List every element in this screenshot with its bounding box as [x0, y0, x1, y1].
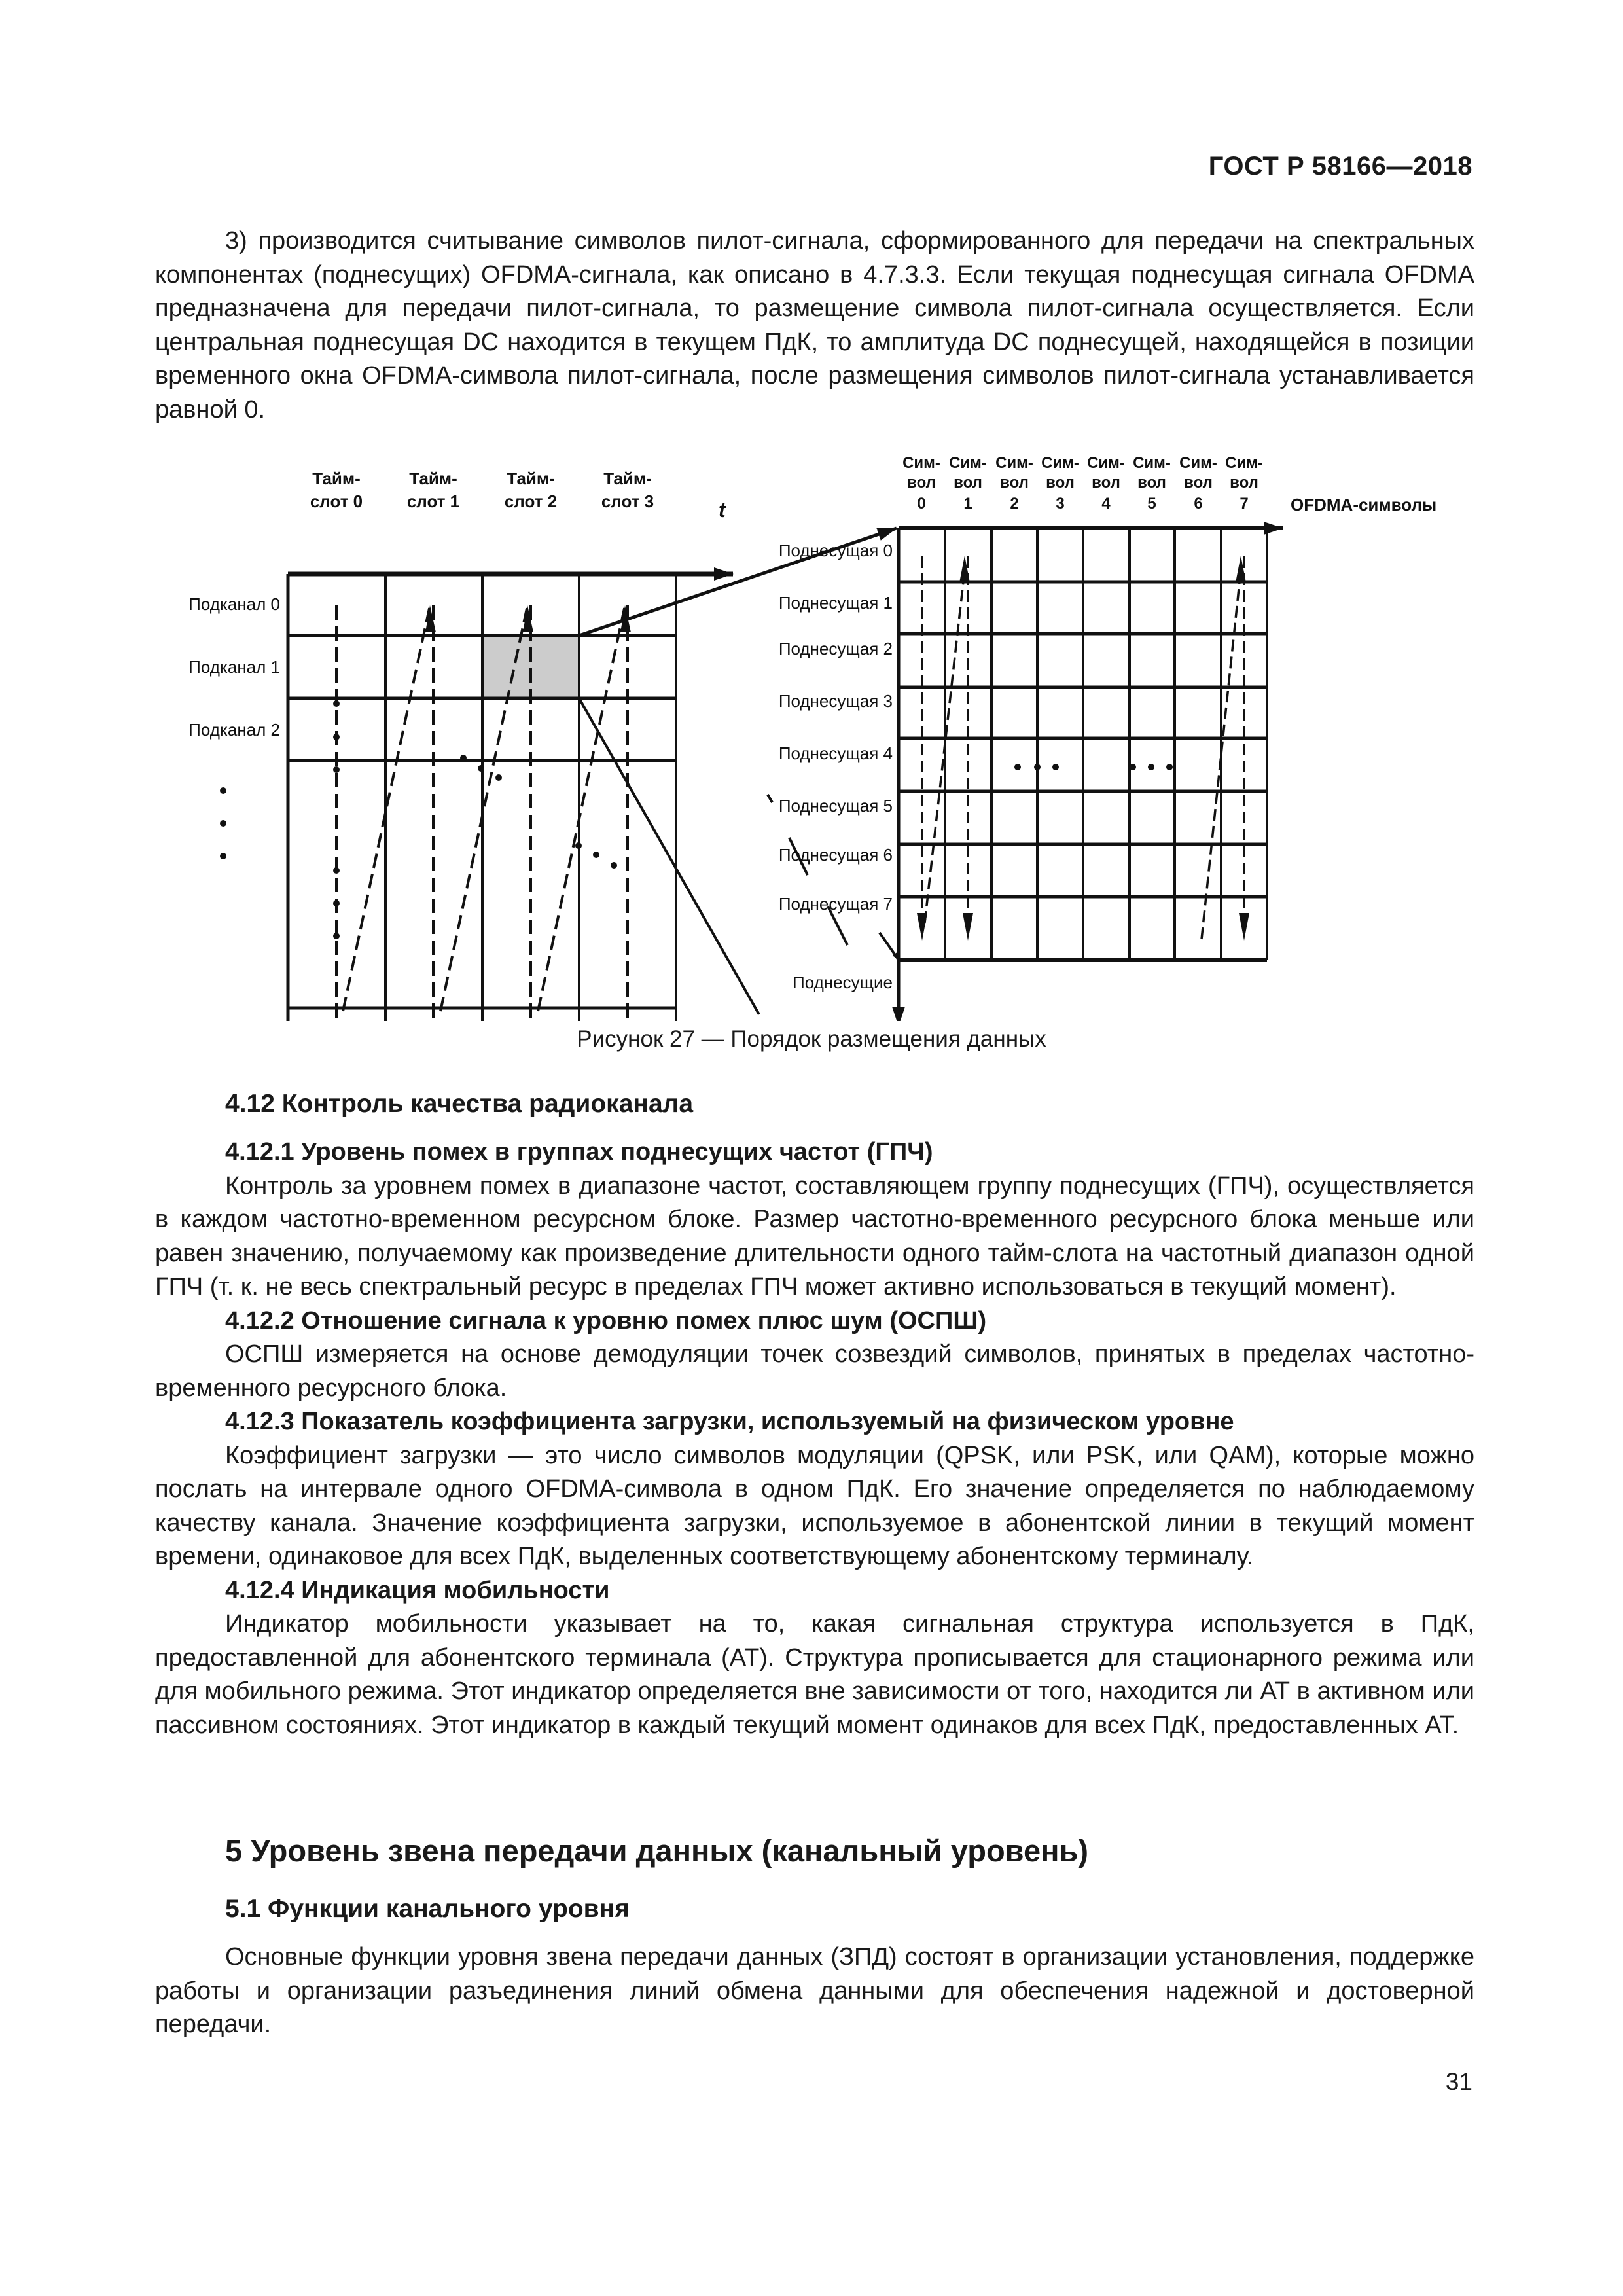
subchannel-0-label: Подканал 0 [188, 594, 280, 614]
symbol-1-label-line1: Сим- [949, 454, 987, 472]
symbol-6-label-line1: Сим- [1179, 454, 1217, 472]
symbol-7-label-line3: 7 [1240, 495, 1249, 512]
subcarrier-6-label: Поднесущая 6 [778, 845, 893, 865]
section-4-12-4-heading: 4.12.4 Индикация мобильности [225, 1576, 610, 1604]
symbol-3-label-line1: Сим- [1041, 454, 1079, 472]
subcarrier-3-label: Поднесущая 3 [778, 691, 893, 711]
symbol-4-label-line2: вол [1092, 474, 1120, 492]
symbol-2-label-line3: 2 [1010, 495, 1019, 512]
section-4-12-subsections [155, 1136, 1474, 1742]
section-4-12-4-body: Индикатор мобильности указывает на то, какая сигнальная структура используется в ПдК, предоставленной для абонентского терминала (АТ). Структура прописывается для стационарного режима или для мобильного режима. Этот индикатор определяется вне зависимости от того, находится ли АТ в активном или пассивном состояниях. Этот индикатор в каждый текущий момент одинаков для всех ПдК, предоставленных АТ. [155, 1610, 1474, 1739]
section-5-heading: 5 Уровень звена передачи данных (канальный уровень) [225, 1833, 1089, 1868]
section-4-12-3-body: Коэффициент загрузки — это число символов модуляции (QPSK, или PSK, или QAM), которые можно послать на интервале одного OFDMA-символа в одном ПдК. Его значение определяется по наблюдаемому качеству канала. Значение коэффициента загрузки, используемое в абонентской линии в текущий момент времени, одинаковое для всех ПдК, выделенных соответствующему абонентскому терминалу. [155, 1441, 1474, 1570]
subcarrier-4-label: Поднесущая 4 [778, 744, 893, 763]
symbol-5-label-line1: Сим- [1133, 454, 1171, 472]
intro-paragraph: 3) производится считывание символов пилот-сигнала, сформированного для передачи на спектральных компонентах (поднесущих) OFDMA-сигнала, как описано в 4.7.3.3. Если текущая поднесущая сигнала OFDMA предназначена для передачи пилот-сигнала, то размещение символа пилот-сигнала осуществляется. Если центральная поднесущая DC находится в текущем ПдК, то амплитуда DC поднесущей, находящейся в позиции временного окна OFDMA-символа пилот-сигнала, после размещения символов пилот-сигнала устанавливается равной 0. [155, 227, 1474, 423]
section-5-1-heading: 5.1 Функции канального уровня [225, 1895, 630, 1923]
timeslot-3-label-line2: слот 3 [601, 492, 654, 511]
section-4-12-2-body: ОСПШ измеряется на основе демодуляции точек созвездий символов, принятых в пределах частотно-временного ресурсного блока. [155, 1340, 1474, 1402]
left-panel-timeslot-grid [179, 469, 733, 1021]
subcarrier-7-label: Поднесущая 7 [778, 894, 893, 914]
document-id-header: ГОСТ Р 58166—2018 [1208, 152, 1472, 181]
symbol-3-label-line2: вол [1046, 474, 1075, 492]
timeslot-0-label-line1: Тайм- [312, 469, 361, 488]
right-panel-ofdma-grid [779, 454, 1436, 1021]
section-4-12-3-heading: 4.12.3 Показатель коэффициента загрузки, используемый на физическом уровне [225, 1408, 1234, 1435]
subchannel-2-label: Подканал 2 [188, 720, 280, 740]
symbol-0-label-line2: вол [907, 474, 936, 492]
timeslot-2-label-line1: Тайм- [507, 469, 555, 488]
timeslot-0-label-line2: слот 0 [310, 492, 363, 511]
ellipsis-dot [333, 700, 340, 707]
figure-caption: Рисунок 27 — Порядок размещения данных [577, 1026, 1046, 1052]
subchannel-1-label: Подканал 1 [188, 657, 280, 677]
subcarriers-axis-label: Поднесущие [793, 973, 893, 992]
symbol-7-label-line2: вол [1230, 474, 1258, 492]
symbol-3-label-line3: 3 [1056, 495, 1065, 512]
section-4-12-1-heading: 4.12.1 Уровень помех в группах поднесущих частот (ГПЧ) [225, 1138, 933, 1166]
timeslot-1-label-line1: Тайм- [409, 469, 457, 488]
symbol-2-label-line1: Сим- [995, 454, 1033, 472]
section-4-12-2-heading: 4.12.2 Отношение сигнала к уровню помех плюс шум (ОСПШ) [225, 1306, 987, 1335]
page-number: 31 [1445, 2068, 1472, 2095]
subcarrier-5-label: Поднесущая 5 [778, 796, 893, 816]
symbol-0-label-line3: 0 [917, 495, 926, 512]
symbol-2-label-line2: вол [1000, 474, 1029, 492]
section-5-1-body: Основные функции уровня звена передачи данных (ЗПД) состоят в организации установления, поддержке работы и организации разъединения линий обмена данными для обеспечения надежной и достоверной передачи. [155, 1943, 1474, 2038]
symbol-4-label-line3: 4 [1101, 495, 1111, 512]
section-4-12-1-body: Контроль за уровнем помех в диапазоне частот, составляющем группу поднесущих (ГПЧ), осуществляется в каждом частотно-временном ресурсном блоке. Размер частотно-временного ресурсного блока меньше или равен значению, получаемому как произведение длительности одного тайм-слота на частотный диапазон одной ГПЧ (т. к. не весь спектральный ресурс в пределах ГПЧ может активно использоваться в текущий момент). [155, 1172, 1474, 1300]
symbol-1-label-line3: 1 [963, 495, 972, 512]
subcarrier-1-label: Поднесущая 1 [778, 593, 893, 613]
symbol-4-label-line1: Сим- [1087, 454, 1125, 472]
timeslot-1-label-line2: слот 1 [406, 492, 460, 511]
time-axis-label: t [719, 498, 726, 522]
symbol-5-label-line2: вол [1137, 474, 1166, 492]
ofdma-symbols-axis-label: OFDMA-символы [1291, 495, 1437, 514]
section-4-12-heading: 4.12 Контроль качества радиоканала [225, 1090, 694, 1118]
symbol-6-label-line3: 6 [1194, 495, 1203, 512]
section-5-1-body-block [155, 1941, 1474, 2042]
figure-27-diagram [0, 0, 1623, 1021]
timeslot-2-label-line2: слот 2 [504, 492, 558, 511]
subcarrier-2-label: Поднесущая 2 [778, 639, 893, 658]
timeslot-3-label-line1: Тайм- [603, 469, 652, 488]
symbol-5-label-line3: 5 [1147, 495, 1156, 512]
symbol-0-label-line1: Сим- [902, 454, 940, 472]
symbol-1-label-line2: вол [954, 474, 982, 492]
highlighted-cell [482, 636, 579, 698]
symbol-7-label-line1: Сим- [1225, 454, 1263, 472]
subcarrier-0-label: Поднесущая 0 [778, 541, 893, 560]
symbol-6-label-line2: вол [1184, 474, 1213, 492]
